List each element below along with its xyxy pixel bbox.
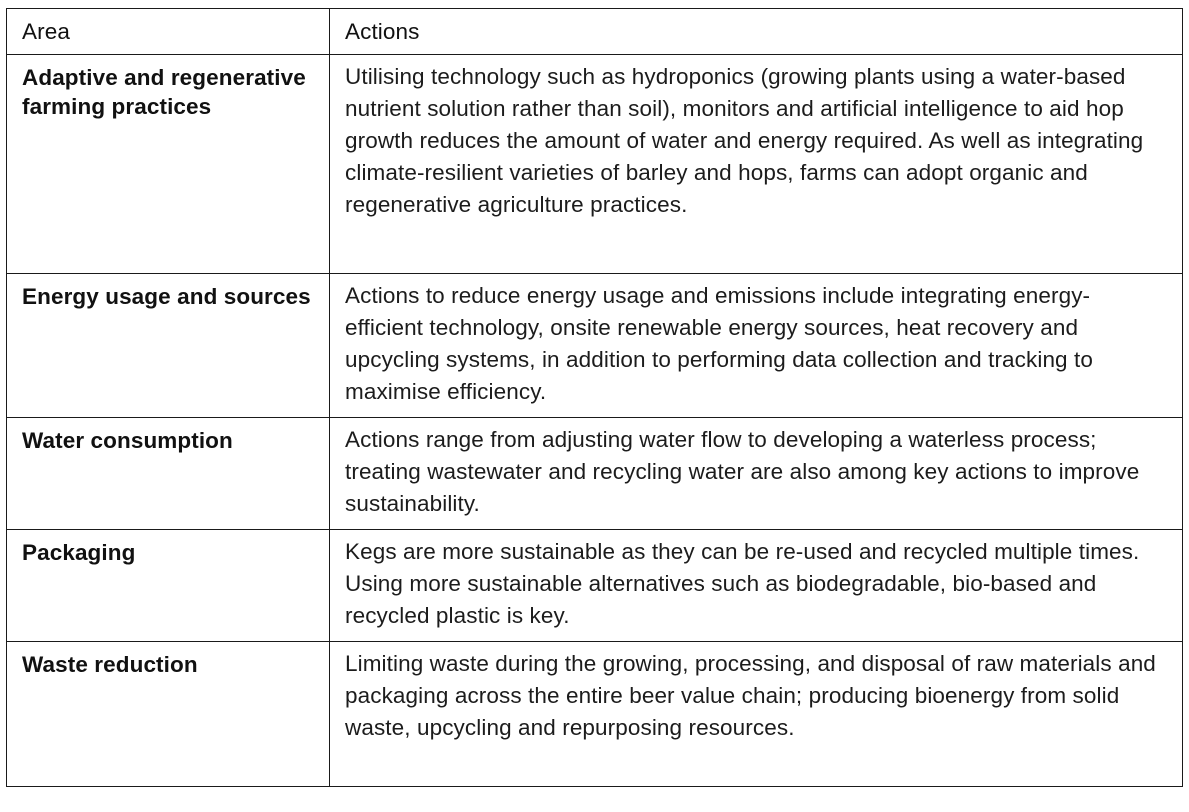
actions-cell: Kegs are more sustainable as they can be re-used and recycled multiple times. Using more sustainable alternatives such as biodegradable, bio-based and recycled plastic is key. <box>330 530 1183 642</box>
table-row <box>7 530 1183 642</box>
actions-cell: Actions to reduce energy usage and emissions include integrating energy-efficient technology, onsite renewable energy sources, heat recovery and upcycling systems, in addition to performing data collection and tracking to maximise efficiency. <box>330 274 1183 418</box>
header-actions: Actions <box>330 9 1183 55</box>
area-cell: Waste reduction <box>7 642 330 787</box>
table-header-row <box>7 9 1183 55</box>
table-row <box>7 642 1183 787</box>
actions-cell: Limiting waste during the growing, processing, and disposal of raw materials and packaging across the entire beer value chain; producing bioenergy from solid waste, upcycling and repurposing resources. <box>330 642 1183 787</box>
header-area: Area <box>7 9 330 55</box>
actions-table-container <box>6 8 1182 787</box>
table-row <box>7 55 1183 274</box>
actions-cell: Utilising technology such as hydroponics (growing plants using a water-based nutrient solution rather than soil), monitors and artificial intelligence to aid hop growth reduces the amount of water and energy required. As well as integrating climate-resilient varieties of barley and hops, farms can adopt organic and regenerative agriculture practices. <box>330 55 1183 274</box>
actions-cell: Actions range from adjusting water flow to developing a waterless process; treating wastewater and recycling water are also among key actions to improve sustainability. <box>330 418 1183 530</box>
area-cell: Water consumption <box>7 418 330 530</box>
area-cell: Energy usage and sources <box>7 274 330 418</box>
actions-table <box>6 8 1183 787</box>
area-cell: Packaging <box>7 530 330 642</box>
table-row <box>7 274 1183 418</box>
area-cell: Adaptive and regenerative farming practices <box>7 55 330 274</box>
table-row <box>7 418 1183 530</box>
